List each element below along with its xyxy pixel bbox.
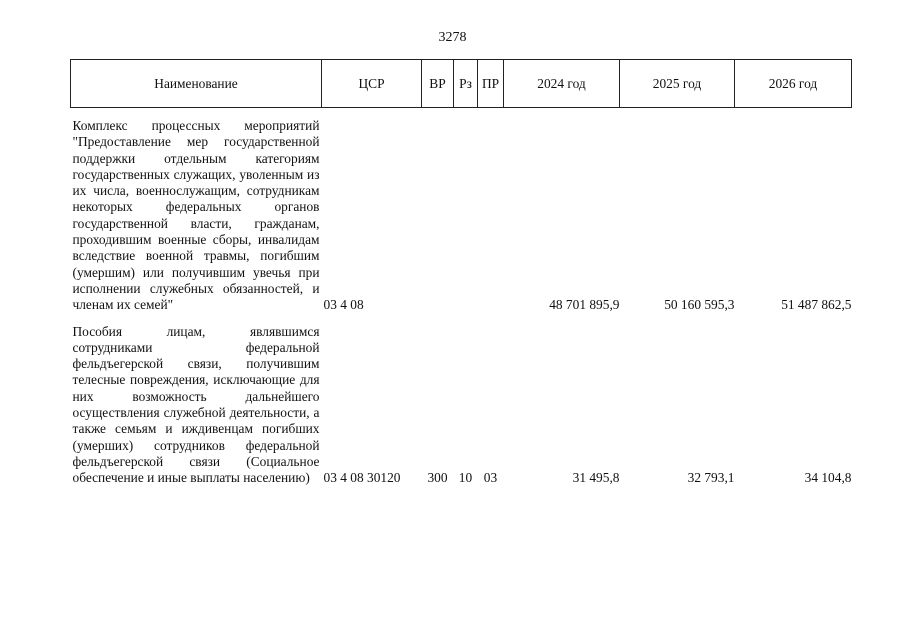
row-pr — [478, 108, 504, 314]
row-name: Пособия лицам, являвшимся сотрудниками федеральной фельдъегерской связи, получившим телесные повреждения, исключающие для них возможность дальнейшего осуществления служебной деятельности, а также семьям и иждивенцам погибших (умерших) сотрудников федеральной фельдъегерской связи (Социальное обеспечение и иные выплаты населению) — [72, 323, 320, 486]
row-amount-2026: 51 487 862,5 — [781, 297, 852, 313]
row-amount-2024: 48 701 895,9 — [549, 297, 620, 313]
page-number: 3278 — [438, 30, 467, 45]
header-pr: ПР — [478, 60, 504, 108]
row-csr: 03 4 08 — [323, 297, 364, 313]
header-2024: 2024 год — [504, 60, 620, 108]
header-rz: Рз — [454, 60, 478, 108]
budget-table — [70, 59, 852, 487]
row-vr: 300 — [427, 470, 448, 486]
header-csr: ЦСР — [322, 60, 422, 108]
row-name: Комплекс процессных мероприятий "Предоставление мер государственной поддержки отдельным категориям государственных служащих, уволенным из их числа, военнослужащим, сотрудникам некоторых федеральных органов государственной власти, гражданам, проходившим военные сборы, инвалидам вследствие военной травмы, погибшим (умершим) или получившим увечья при исполнении служебных обязанностей, и членам их семей" — [72, 118, 320, 313]
header-vr: ВР — [422, 60, 454, 108]
table-row — [71, 108, 852, 314]
row-amount-2024: 31 495,8 — [572, 470, 620, 486]
row-rz: 10 — [458, 470, 473, 486]
table-header-row — [71, 60, 852, 108]
row-amount-2026: 34 104,8 — [804, 470, 852, 486]
header-2026: 2026 год — [735, 60, 852, 108]
row-vr — [422, 108, 454, 314]
row-amount-2025: 50 160 595,3 — [664, 297, 735, 313]
row-pr: 03 — [483, 470, 498, 486]
header-2025: 2025 год — [620, 60, 735, 108]
row-rz — [454, 108, 478, 314]
row-csr: 03 4 08 30120 — [323, 470, 401, 486]
header-name: Наименование — [71, 60, 322, 108]
table-row — [71, 314, 852, 487]
row-amount-2025: 32 793,1 — [687, 470, 735, 486]
